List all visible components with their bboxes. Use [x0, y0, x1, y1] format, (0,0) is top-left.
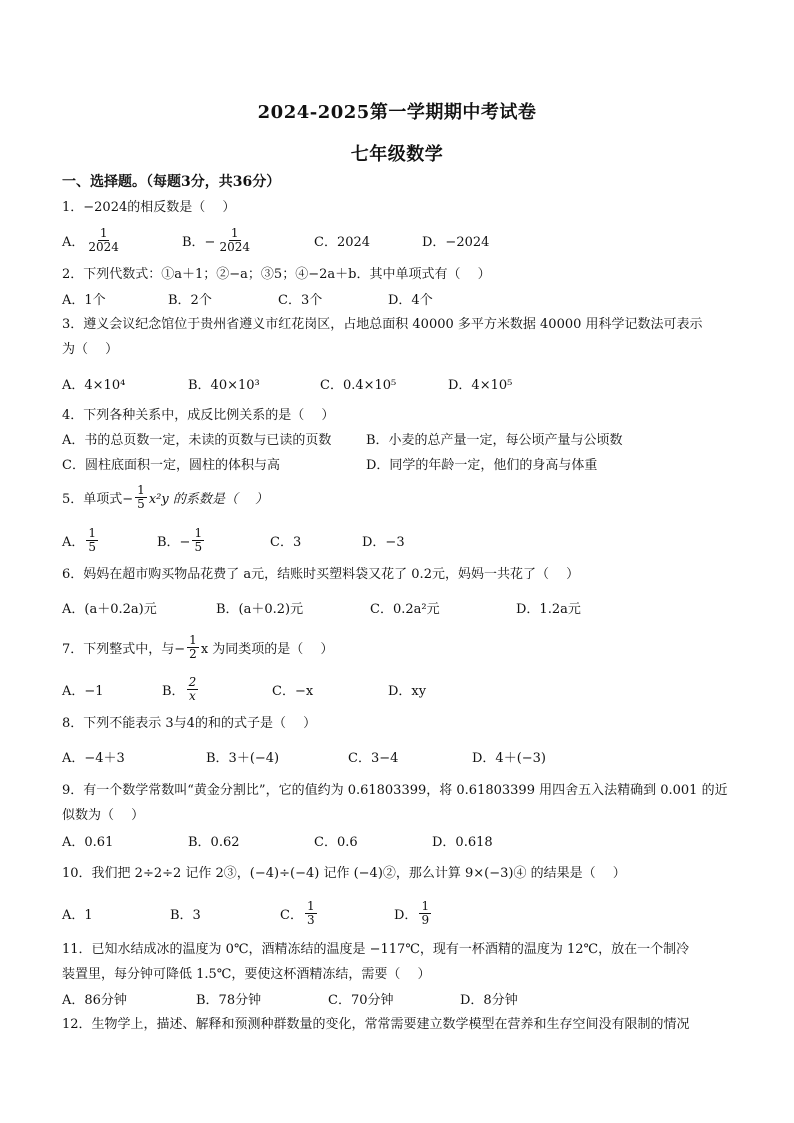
question-2-stem: 2．下列代数式：①a＋1；②−a；③5；④−2a＋b．其中单项式有（ ） — [62, 267, 491, 282]
option-c: C．3 — [270, 534, 302, 550]
option-c: C．0.4×10⁵ — [320, 377, 397, 393]
option-c: C．3−4 — [348, 750, 399, 766]
question-2-options — [62, 283, 742, 313]
question-1-options — [62, 225, 742, 255]
option-d: D．同学的年龄一定，他们的身高与体重 — [366, 458, 598, 473]
question-9-options — [62, 825, 742, 855]
option-c: C．−x — [272, 683, 314, 699]
question-6-stem: 6．妈妈在超市购买物品花费了 a元，结账时买塑料袋又花了 0.2元，妈妈一共花了（ ） — [62, 567, 580, 582]
question-7-stem — [62, 632, 742, 662]
question-3-stem-line2: 为（ ） — [62, 342, 119, 357]
exam-subtitle: 七年级数学 — [350, 144, 444, 165]
option-c: C．70分钟 — [328, 992, 394, 1008]
option-a: A．−4＋3 — [62, 750, 125, 766]
question-11-options — [62, 983, 742, 1013]
exam-title: 2024-2025第一学期期中考试卷 — [257, 102, 537, 123]
question-10-options — [62, 898, 742, 928]
option-d: D．8分钟 — [460, 992, 518, 1008]
option-b: B．3＋(−4) — [206, 750, 280, 766]
option-d: D． $\frac{1}{9}$ — [394, 898, 430, 927]
question-8-options — [62, 741, 742, 771]
section-heading: 一、选择题。（每题3分，共36分） — [62, 174, 281, 190]
option-b: B．0.62 — [188, 834, 240, 850]
stem-text: 7．下列整式中，与− — [62, 641, 186, 657]
option-d: D．4＋(−3) — [472, 750, 547, 766]
question-5-options — [62, 525, 742, 555]
option-d: D．4×10⁵ — [448, 377, 513, 393]
option-d: D．0.618 — [432, 834, 493, 850]
option-d: D．1.2a元 — [516, 601, 581, 617]
option-a: A．0.61 — [62, 834, 114, 850]
stem-text: x²y 的系数是（ ） — [148, 491, 268, 507]
question-11-stem-line1: 11．已知水结成冰的温度为 0℃，酒精冻结的温度是 −117℃，现有一杯酒精的温度为 12℃，放在一个制冷 — [62, 942, 690, 957]
option-a: A． $\frac{1}{2024}$ — [62, 225, 119, 254]
option-b: B．(a＋0.2)元 — [216, 601, 304, 617]
question-12-stem-line1: 12．生物学上，描述、解释和预测种群数量的变化，常常需要建立数学模型在营养和生存空间没有限制的情况 — [62, 1017, 690, 1032]
option-c: C．圆柱底面积一定，圆柱的体积与高 — [62, 458, 280, 473]
option-b: B．78分钟 — [196, 992, 262, 1008]
stem-text: x 为同类项的是（ ） — [200, 641, 334, 657]
option-a: A．1 — [62, 907, 93, 923]
option-c: C．3个 — [278, 292, 323, 308]
question-10-stem: 10．我们把 2÷2÷2 记作 2③，(−4)÷(−4) 记作 (−4)②，那么计算 9×(−3)④ 的结果是（ ） — [62, 866, 626, 881]
option-c: C．2024 — [314, 234, 371, 250]
question-7-options — [62, 674, 742, 704]
option-d: D．xy — [388, 683, 427, 699]
option-d: D．−2024 — [422, 234, 490, 250]
question-1-stem: 1．−2024的相反数是（ ） — [62, 200, 236, 215]
option-a: A． $\frac{1}{5}$ — [62, 525, 97, 554]
option-b: B．2个 — [168, 292, 212, 308]
option-c: C．0.2a²元 — [370, 601, 440, 617]
option-d: D．4个 — [388, 292, 433, 308]
option-a: A．86分钟 — [62, 992, 127, 1008]
option-a: A．4×10⁴ — [62, 377, 126, 393]
question-3-options — [62, 368, 742, 398]
option-a: A．(a＋0.2a)元 — [62, 601, 157, 617]
stem-text: 5．单项式− — [62, 491, 134, 507]
fraction: $\frac{1}{5}$ — [137, 482, 145, 511]
option-b: B．40×10³ — [188, 377, 260, 393]
option-c: C．0.6 — [314, 834, 358, 850]
question-9-stem-line2: 似数为（ ） — [62, 808, 145, 823]
question-5-stem — [62, 482, 742, 512]
option-b: B．− $\frac{1}{5}$ — [157, 525, 203, 554]
option-a: A．书的总页数一定，未读的页数与已读的页数 — [62, 433, 332, 448]
option-b: B． $\frac{2}{x}$ — [162, 674, 197, 703]
option-a: A．1个 — [62, 292, 106, 308]
question-4-stem: 4．下列各种关系中，成反比例关系的是（ ） — [62, 408, 335, 423]
question-9-stem-line1: 9．有一个数学常数叫“黄金分割比”，它的值约为 0.61803399，将 0.61803399 用四舍五入法精确到 0.001 的近 — [62, 783, 728, 798]
question-3-stem-line1: 3．遵义会议纪念馆位于贵州省遵义市红花岗区，占地总面积 40000 多平方米数据 40000 用科学记数法可表示 — [62, 317, 703, 332]
option-b: B．小麦的总产量一定，每公顷产量与公顷数 — [366, 433, 623, 448]
option-b: B．3 — [170, 907, 201, 923]
question-11-stem-line2: 装置里，每分钟可降低 1.5℃，要使这杯酒精冻结，需要（ ） — [62, 967, 431, 982]
option-b: B．− $\frac{1}{2024}$ — [182, 225, 250, 254]
option-d: D．−3 — [362, 534, 405, 550]
option-c: C． $\frac{1}{3}$ — [280, 898, 315, 927]
question-8-stem: 8．下列不能表示 3与4的和的式子是（ ） — [62, 716, 317, 731]
question-6-options — [62, 592, 742, 622]
fraction: $\frac{1}{2}$ — [189, 632, 197, 661]
option-a: A．−1 — [62, 683, 104, 699]
